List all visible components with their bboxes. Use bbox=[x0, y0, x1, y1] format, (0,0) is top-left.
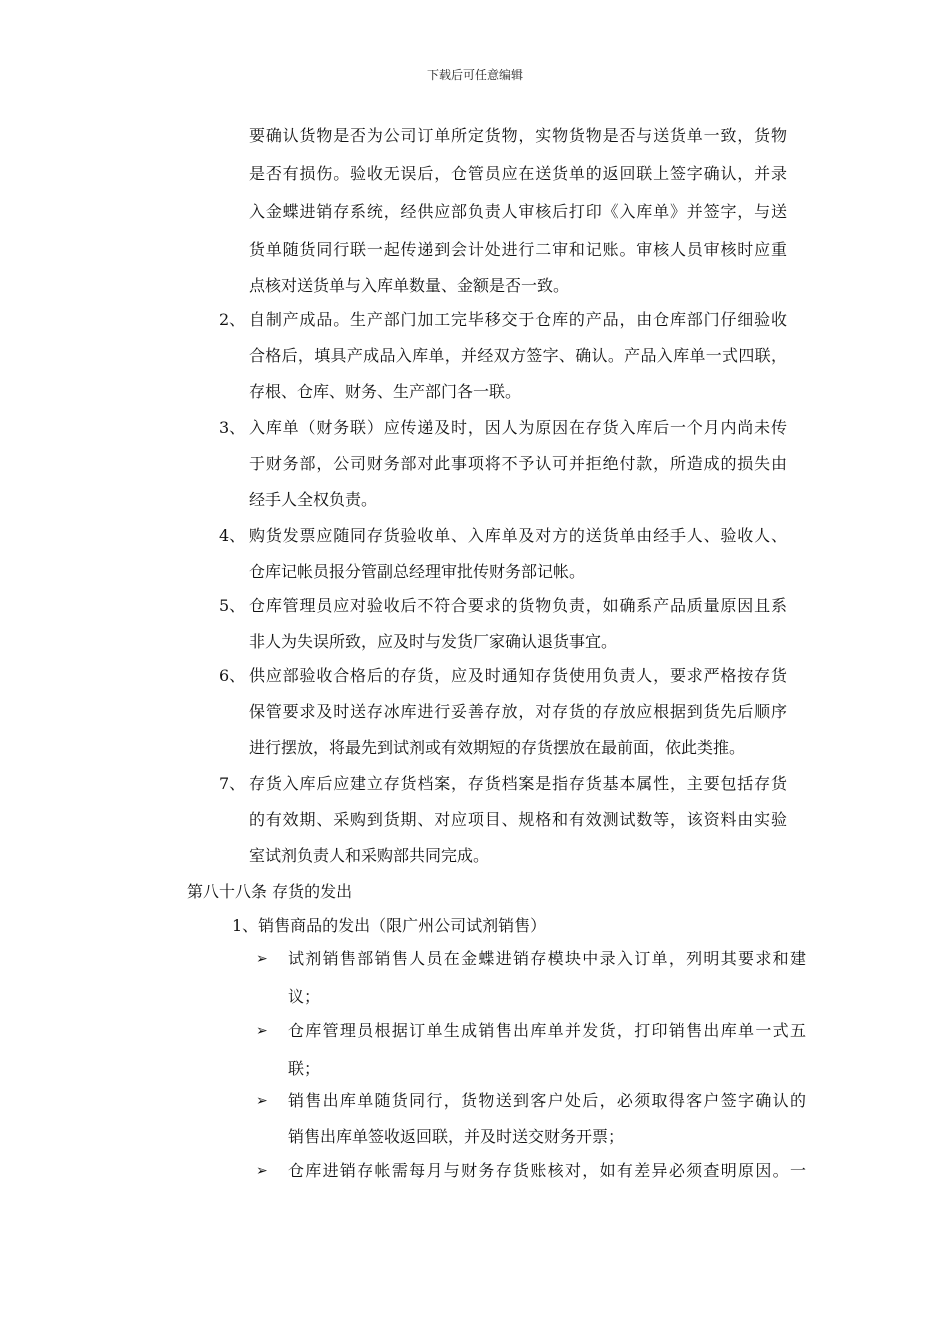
item-line: 的有效期、采购到货期、对应项目、规格和有效测试数等，该资料由实验 bbox=[249, 810, 787, 829]
bullet-line: 联； bbox=[288, 1059, 321, 1078]
item-line: 非人为失误所致，应及时与发货厂家确认退货事宜。 bbox=[249, 632, 618, 651]
paragraph-line: 是否有损伤。验收无误后，仓管员应在送货单的返回联上签字确认，并录 bbox=[249, 164, 787, 183]
item-line: 自制产成品。生产部门加工完毕移交于仓库的产品，由仓库部门仔细验收 bbox=[249, 310, 787, 329]
item-line: 进行摆放，将最先到试剂或有效期短的存货摆放在最前面，依此类推。 bbox=[249, 738, 746, 757]
bullet-line: 仓库进销存帐需每月与财务存货账核对，如有差异必须查明原因。一 bbox=[288, 1161, 806, 1180]
bullet-line: 销售出库单签收返回联，并及时送交财务开票； bbox=[288, 1127, 625, 1146]
page-header: 下载后可任意编辑 bbox=[426, 68, 523, 82]
bullet-line: 试剂销售部销售人员在金蝶进销存模块中录入订单，列明其要求和建 bbox=[288, 949, 806, 968]
paragraph-line: 要确认货物是否为公司订单所定货物，实物货物是否与送货单一致，货物 bbox=[249, 126, 787, 145]
bullet-line: 仓库管理员根据订单生成销售出库单并发货，打印销售出库单一式五 bbox=[288, 1021, 806, 1040]
item-line: 供应部验收合格后的存货，应及时通知存货使用负责人，要求严格按存货 bbox=[249, 666, 787, 685]
article-heading: 第八十八条 存货的发出 bbox=[187, 882, 353, 901]
item-number: 2、 bbox=[219, 310, 246, 329]
item-number: 3、 bbox=[219, 418, 246, 437]
bullet-line: 销售出库单随货同行，货物送到客户处后，必须取得客户签字确认的 bbox=[288, 1091, 806, 1110]
bullet-line: 议； bbox=[288, 987, 321, 1006]
paragraph-line: 点核对送货单与入库单数量、金额是否一致。 bbox=[249, 276, 570, 295]
item-line: 合格后，填具产成品入库单，并经双方签字、确认。产品入库单一式四联， bbox=[249, 346, 787, 365]
item-number: 6、 bbox=[219, 666, 246, 685]
subheading: 1、销售商品的发出（限广州公司试剂销售） bbox=[232, 916, 547, 935]
item-line: 仓库管理员应对验收后不符合要求的货物负责，如确系产品质量原因且系 bbox=[249, 596, 787, 615]
item-number: 5、 bbox=[219, 596, 246, 615]
item-line: 购货发票应随同存货验收单、入库单及对方的送货单由经手人、验收人、 bbox=[249, 526, 787, 545]
bullet-arrow-icon: ➢ bbox=[256, 951, 268, 967]
item-line: 经手人全权负责。 bbox=[249, 490, 378, 509]
item-line: 入库单（财务联）应传递及时，因人为原因在存货入库后一个月内尚未传 bbox=[249, 418, 787, 437]
item-line: 仓库记帐员报分管副总经理审批传财务部记帐。 bbox=[249, 562, 586, 581]
item-number: 4、 bbox=[219, 526, 246, 545]
bullet-arrow-icon: ➢ bbox=[256, 1093, 268, 1109]
item-line: 存货入库后应建立存货档案，存货档案是指存货基本属性，主要包括存货 bbox=[249, 774, 787, 793]
item-line: 于财务部，公司财务部对此事项将不予认可并拒绝付款，所造成的损失由 bbox=[249, 454, 787, 473]
item-line: 室试剂负责人和采购部共同完成。 bbox=[249, 846, 490, 865]
paragraph-line: 货单随货同行联一起传递到会计处进行二审和记账。审核人员审核时应重 bbox=[249, 240, 787, 259]
bullet-arrow-icon: ➢ bbox=[256, 1023, 268, 1039]
paragraph-line: 入金蝶进销存系统，经供应部负责人审核后打印《入库单》并签字，与送 bbox=[249, 202, 787, 221]
item-line: 存根、仓库、财务、生产部门各一联。 bbox=[249, 382, 522, 401]
item-number: 7、 bbox=[219, 774, 246, 793]
bullet-arrow-icon: ➢ bbox=[256, 1163, 268, 1179]
item-line: 保管要求及时送存冰库进行妥善存放，对存货的存放应根据到货先后顺序 bbox=[249, 702, 787, 721]
